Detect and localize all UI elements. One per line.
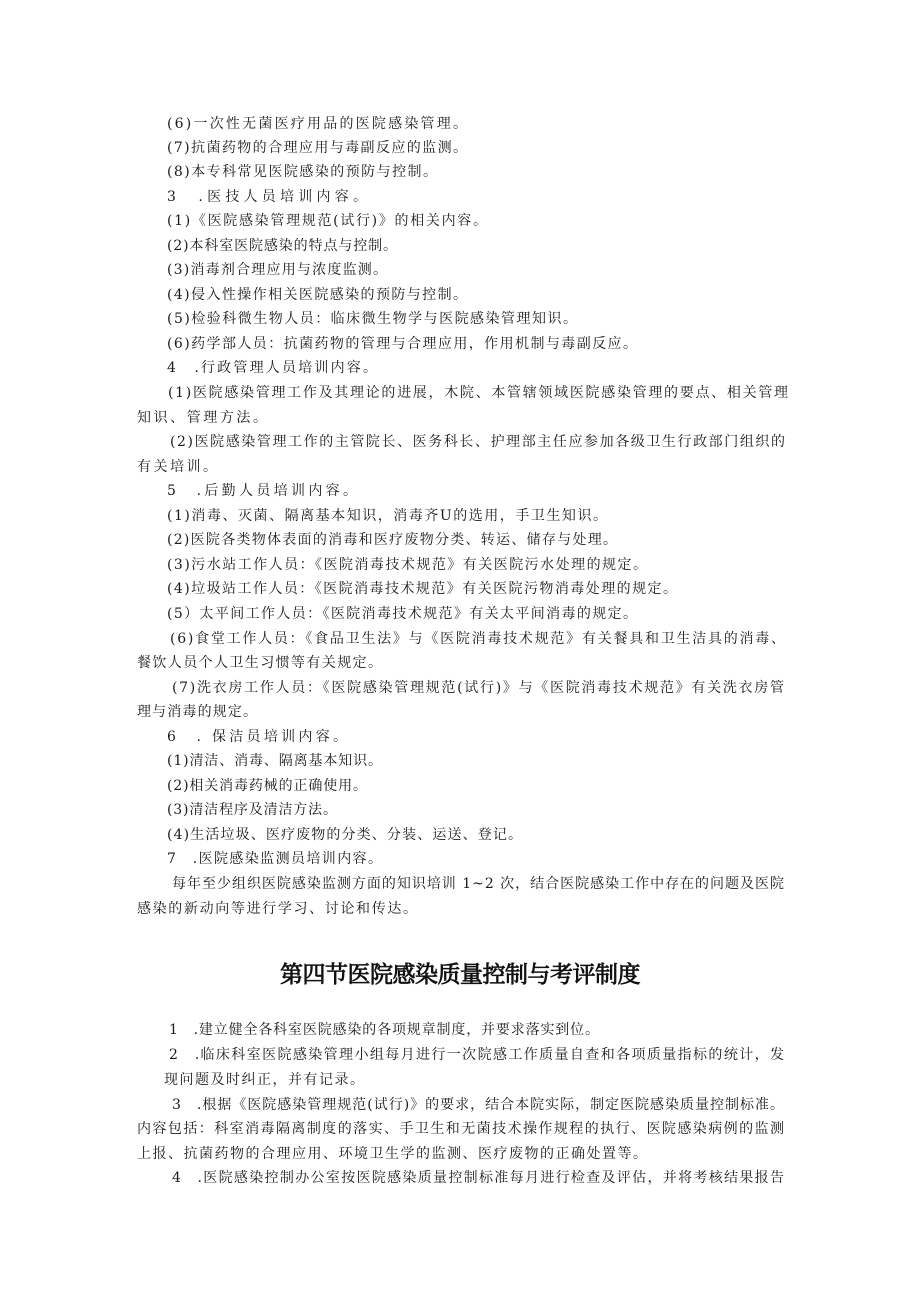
text-line: (4)生活垃圾、医疗废物的分类、分装、运送、登记。 <box>167 827 524 843</box>
text-line: (1)清洁、消毒、隔离基本知识。 <box>167 753 383 769</box>
text-line: (6)一次性无菌医疗用品的医院感染管理。 <box>167 116 470 132</box>
section-title: 第四节医院感染质量控制与考评制度 <box>280 962 640 988</box>
text-line: (7)抗菌药物的合理应用与毒副反应的监测。 <box>167 140 469 156</box>
text-line: (2)医院各类物体表面的消毒和医疗废物分类、转运、储存与处理。 <box>167 532 619 548</box>
text-line: (7)洗衣房工作人员：《医院感染管理规范(试行)》与《医院消毒技术规范》有关洗衣房管 <box>172 680 786 696</box>
text-line: 每年至少组织医院感染监测方面的知识培训 1~2 次，结合医院感染工作中存在的问题及医院 <box>172 876 785 892</box>
text-line: 有关培训。 <box>137 459 220 475</box>
text-line: (1)医院感染管理工作及其理论的进展，木院、本管辖领域医院感染管理的要点、相关管理 <box>168 385 790 401</box>
text-line: (8)本专科常见医院感染的预防与控制。 <box>167 164 439 180</box>
text-line: (1)《医院感染管理规范(试行)》的相关内容。 <box>167 213 489 229</box>
text-line: 4 .医院感染控制办公室按医院感染质量控制标准每月进行检查及评估，并将考核结果报告 <box>172 1170 786 1186</box>
text-line: (2)相关消毒药械的正确使用。 <box>167 778 368 794</box>
text-line: (5）太平间工作人员：《医院消毒技术规范》有关太平间消毒的规定。 <box>167 606 639 622</box>
text-line: (1)消毒、灭菌、隔离基本知识，消毒齐U的选用，手卫生知识。 <box>167 508 609 524</box>
text-line: (6)药学部人员：抗菌药物的管理与合理应用，作用机制与毒副反应。 <box>167 336 639 352</box>
text-line: 4 .行政管理人员培训内容。 <box>167 360 380 376</box>
text-line: (6)食堂工作人员：《食品卫生法》与《医院消毒技术规范》有关餐具和卫生洁具的消毒、 <box>170 631 787 647</box>
text-line: 3 .医技人员培训内容。 <box>167 189 372 205</box>
text-line: 知识、管理方法。 <box>137 410 270 426</box>
text-line: 5 .后勤人员培训内容。 <box>167 483 361 499</box>
text-line: 现问题及时纠正，并有记录。 <box>164 1072 366 1088</box>
text-line: (5)检验科微生物人员：临床微生物学与医院感染管理知识。 <box>167 311 579 327</box>
text-line: 7 .医院感染监测员培训内容。 <box>167 851 384 867</box>
text-line: (4)侵入性操作相关医院感染的预防与控制。 <box>167 287 469 303</box>
text-line: 6 . 保洁员培训内容。 <box>167 729 351 745</box>
text-line: 3 .根据《医院感染管理规范(试行)》的要求，结合本院实际，制定医院感染质量控制标准。 <box>172 1097 785 1113</box>
text-line: 内容包括：科室消毒隔离制度的落实、手卫生和无菌技术操作规程的执行、医院感染病例的监测 <box>137 1121 786 1137</box>
text-line: 感染的新动向等进行学习、讨论和传达。 <box>137 901 419 917</box>
text-line: 1 .建立健全各科室医院感染的各项规章制度，并要求落实到位。 <box>169 1022 600 1038</box>
text-line: 餐饮人员个人卫生习惯等有关规定。 <box>137 655 384 671</box>
text-line: (3)污水站工作人员：《医院消毒技术规范》有关医院污水处理的规定。 <box>167 557 649 573</box>
text-line: 2 .临床科室医院感染管理小组每月进行一次院感工作质量自查和各项质量指标的统计，发 <box>169 1047 786 1063</box>
text-line: (3)清洁程序及清洁方法。 <box>167 802 338 818</box>
text-line: (2)本科室医院感染的特点与控制。 <box>167 238 398 254</box>
text-line: 上报、抗菌药物的合理应用、环境卫生学的监测、医疗废物的正确处置等。 <box>137 1146 649 1162</box>
text-line: 理与消毒的规定。 <box>137 704 259 720</box>
text-line: (2)医院感染管理工作的主管院长、医务科长、护理部主任应参加各级卫生行政部门组织的 <box>170 434 787 450</box>
text-line: (3)消毒剂合理应用与浓度监测。 <box>167 262 389 278</box>
text-line: (4)垃圾站工作人员：《医院消毒技术规范》有关医院污物消毒处理的规定。 <box>167 581 679 597</box>
